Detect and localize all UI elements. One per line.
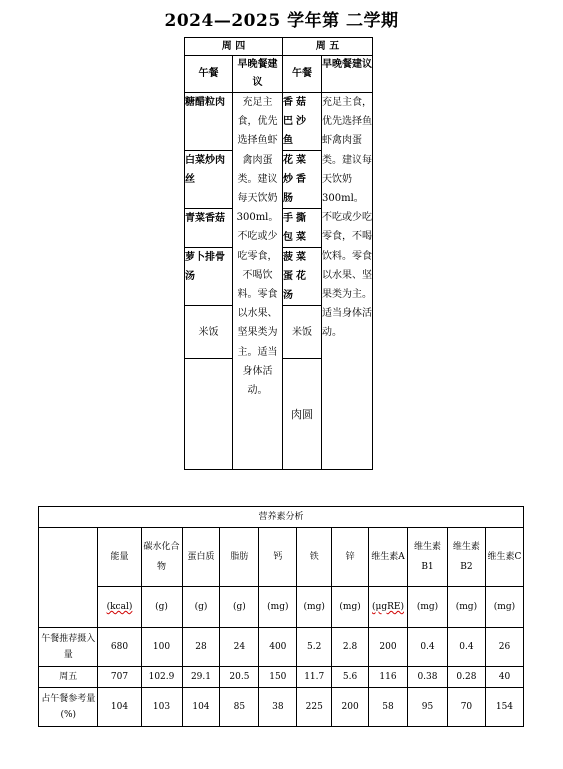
thursday-dish-3: 青菜香菇 <box>185 209 233 248</box>
thursday-dish-1: 糖醋粒肉 <box>185 93 233 151</box>
row-label: 午餐推荐摄入量 <box>39 628 98 667</box>
thursday-advice-header: 早晚餐建议 <box>233 56 283 93</box>
thursday-dish-2: 白菜炒肉丝 <box>185 151 233 209</box>
row-label: 占午餐参考量(%) <box>39 688 98 727</box>
friday-advice-header: 早晚餐建议 <box>322 56 373 93</box>
nutrient-unit: (mg) <box>408 587 448 628</box>
table-cell: 707 <box>98 667 141 688</box>
table-cell: 103 <box>141 688 182 727</box>
nutrition-corner-cell <box>39 528 98 628</box>
table-cell: 680 <box>98 628 141 667</box>
nutrition-table-title: 营养素分析 <box>39 507 524 528</box>
table-cell: 26 <box>485 628 523 667</box>
nutrient-unit-text: (μgRE) <box>372 602 405 612</box>
friday-dish-5: 米饭 <box>283 306 322 359</box>
nutrient-unit: (mg) <box>259 587 297 628</box>
nutrient-name: 钙 <box>259 528 297 587</box>
thursday-dish-4: 萝卜排骨汤 <box>185 248 233 306</box>
table-cell: 85 <box>220 688 259 727</box>
thursday-advice: 充足主食，优先选择鱼虾禽肉蛋类。建议每天饮奶300ml。不吃或少吃零食，不喝饮料。零食以水果、坚果类为主。适当身体活动。 <box>233 93 283 470</box>
day-thursday: 周 四 <box>185 38 283 56</box>
table-cell: 11.7 <box>297 667 332 688</box>
table-cell: 154 <box>485 688 523 727</box>
page-title: 2024—2025 学年第 二学期 <box>164 11 399 31</box>
table-cell: 95 <box>408 688 448 727</box>
table-cell: 29.1 <box>182 667 220 688</box>
nutrient-unit: (mg) <box>332 587 369 628</box>
friday-dish-6: 肉圆 <box>283 359 322 470</box>
nutrient-unit: (g) <box>182 587 220 628</box>
table-cell: 100 <box>141 628 182 667</box>
table-cell: 200 <box>332 688 369 727</box>
table-cell: 58 <box>369 688 408 727</box>
nutrient-name: 碳水化合物 <box>141 528 182 587</box>
nutrient-unit <box>98 587 141 628</box>
friday-lunch-header: 午餐 <box>283 56 322 93</box>
table-row <box>39 667 524 688</box>
nutrient-unit: (mg) <box>447 587 485 628</box>
nutrient-name: 锌 <box>332 528 369 587</box>
friday-dish-2: 花菜炒香肠 <box>283 151 322 209</box>
table-cell: 24 <box>220 628 259 667</box>
nutrition-analysis-table <box>38 506 524 727</box>
table-cell: 102.9 <box>141 667 182 688</box>
nutrient-name: 蛋白质 <box>182 528 220 587</box>
nutrient-unit: (mg) <box>485 587 523 628</box>
row-label: 周五 <box>39 667 98 688</box>
nutrient-unit: (g) <box>220 587 259 628</box>
table-cell: 28 <box>182 628 220 667</box>
nutrient-name: 维生素B1 <box>408 528 448 587</box>
nutrient-unit: (g) <box>141 587 182 628</box>
table-row <box>39 688 524 727</box>
nutrient-name: 维生素A <box>369 528 408 587</box>
table-cell: 400 <box>259 628 297 667</box>
table-row <box>39 628 524 667</box>
nutrient-unit: (mg) <box>297 587 332 628</box>
table-cell: 70 <box>447 688 485 727</box>
table-cell: 0.4 <box>447 628 485 667</box>
table-cell: 116 <box>369 667 408 688</box>
table-cell: 0.28 <box>447 667 485 688</box>
table-cell: 2.8 <box>332 628 369 667</box>
nutrient-name: 脂肪 <box>220 528 259 587</box>
table-cell: 225 <box>297 688 332 727</box>
table-cell: 20.5 <box>220 667 259 688</box>
table-cell: 104 <box>98 688 141 727</box>
nutrient-name: 维生素B2 <box>447 528 485 587</box>
thursday-dish-5: 米饭 <box>185 306 233 359</box>
table-cell: 0.4 <box>408 628 448 667</box>
weekly-menu-table <box>184 37 373 470</box>
table-cell: 38 <box>259 688 297 727</box>
table-cell: 5.2 <box>297 628 332 667</box>
table-cell: 40 <box>485 667 523 688</box>
nutrient-name: 能量 <box>98 528 141 587</box>
nutrient-name: 维生素C <box>485 528 523 587</box>
nutrient-unit <box>369 587 408 628</box>
table-cell: 0.38 <box>408 667 448 688</box>
nutrient-name: 铁 <box>297 528 332 587</box>
thursday-lunch-header: 午餐 <box>185 56 233 93</box>
friday-advice: 充足主食，优先选择鱼虾禽肉蛋类。建议每天饮奶300ml。不吃或少吃零食，不喝饮料。零食以水果、坚果类为主。适当身体活动。 <box>322 93 373 470</box>
friday-dish-3: 手撕包菜 <box>283 209 322 248</box>
friday-dish-1: 香菇巴沙鱼 <box>283 93 322 151</box>
friday-dish-4: 菠菜蛋花汤 <box>283 248 322 306</box>
day-friday: 周 五 <box>283 38 373 56</box>
table-cell: 200 <box>369 628 408 667</box>
thursday-empty-cell <box>185 359 233 470</box>
table-cell: 5.6 <box>332 667 369 688</box>
table-cell: 150 <box>259 667 297 688</box>
table-cell: 104 <box>182 688 220 727</box>
nutrient-unit-text: (kcal) <box>106 602 133 612</box>
